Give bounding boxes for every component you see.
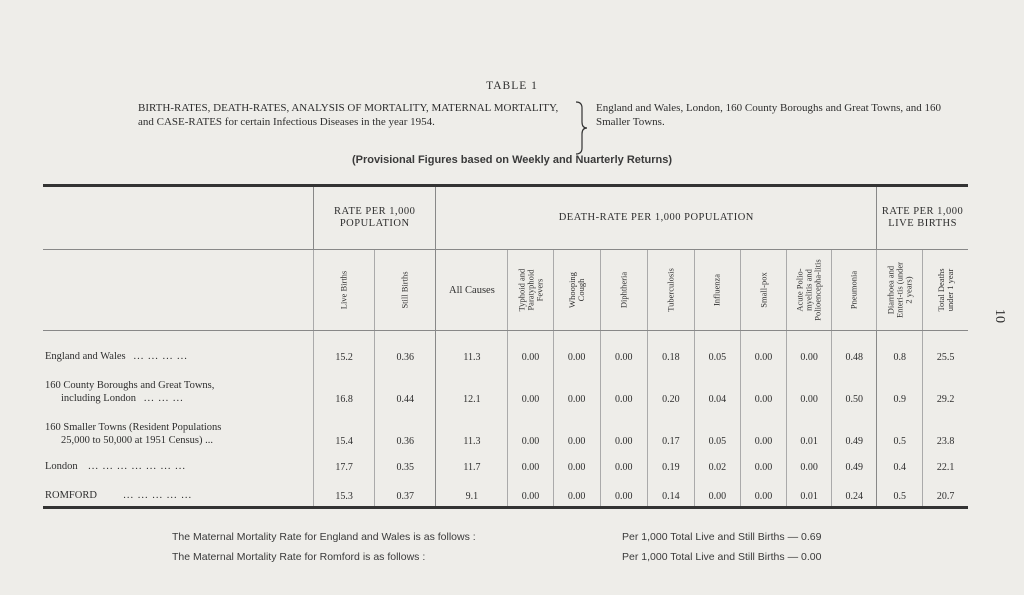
cell-value: 0.00 (508, 409, 553, 451)
table-coverage: England and Wales, London, 160 County Boroughs and Great Towns, and 160 Smaller Towns. (596, 102, 942, 128)
cell-value: 23.8 (923, 409, 968, 451)
cell-value: 0.00 (787, 331, 832, 368)
cell-value: 11.7 (436, 451, 508, 477)
cell-value: 0.00 (740, 367, 786, 409)
cell-value: 0.44 (375, 367, 436, 409)
cell-value: 0.00 (508, 331, 553, 368)
statistics-table (43, 184, 968, 509)
header-rate-per-population: RATE PER 1,000 POPULATION (314, 186, 436, 250)
cell-value: 0.00 (553, 477, 600, 508)
cell-value: 0.02 (694, 451, 740, 477)
table-description: BIRTH-RATES, DEATH-RATES, ANALYSIS OF MORTALITY, MATERNAL MORTALITY, and CASE-RATES for certain Infectious Diseases in the year 1954. (138, 102, 559, 128)
cell-value: 0.00 (553, 451, 600, 477)
maternal-romford-value: Per 1,000 Total Live and Still Births — 0.00 (622, 551, 822, 563)
cell-value: 0.35 (375, 451, 436, 477)
maternal-ew-value: Per 1,000 Total Live and Still Births — 0.69 (622, 531, 822, 543)
provisional-note: (Provisional Figures based on Weekly and Nuarterly Returns) (351, 154, 673, 166)
cell-value: 0.4 (877, 451, 923, 477)
cell-value: 0.00 (553, 331, 600, 368)
cell-value: 0.37 (375, 477, 436, 508)
cell-value: 11.3 (436, 331, 508, 368)
header-death-rate: DEATH-RATE PER 1,000 POPULATION (436, 186, 877, 250)
cell-value: 0.19 (647, 451, 694, 477)
cell-value: 0.9 (877, 367, 923, 409)
cell-value: 29.2 (923, 367, 968, 409)
cell-value: 0.00 (508, 367, 553, 409)
cell-value: 0.05 (694, 409, 740, 451)
curly-brace (574, 100, 588, 156)
col-diarrhoea: Diarrhoea and Enteri-tis (under 2 years) (877, 250, 923, 331)
cell-value: 0.05 (694, 331, 740, 368)
cell-value: 0.17 (647, 409, 694, 451)
cell-value: 0.00 (553, 367, 600, 409)
header-blank-2 (43, 250, 314, 331)
cell-value: 0.00 (508, 451, 553, 477)
dot-leader: ... ... ... ... ... (123, 490, 193, 501)
cell-value: 15.4 (314, 409, 375, 451)
cell-value: 11.3 (436, 409, 508, 451)
cell-value: 25.5 (923, 331, 968, 368)
maternal-romford-label: The Maternal Mortality Rate for Romford is as follows : (172, 551, 426, 563)
table-row (43, 477, 968, 508)
col-total-deaths: Total Deaths under 1 year (923, 250, 968, 331)
cell-value: 0.20 (647, 367, 694, 409)
cell-value: 0.00 (600, 477, 647, 508)
table-row (43, 331, 968, 368)
cell-value: 0.00 (600, 451, 647, 477)
col-still-births: Still Births (375, 250, 436, 331)
cell-value: 0.00 (600, 409, 647, 451)
dot-leader: ... ... ... (143, 393, 184, 404)
cell-value: 17.7 (314, 451, 375, 477)
cell-value: 15.3 (314, 477, 375, 508)
cell-value: 0.36 (375, 331, 436, 368)
row-label: ROMFORD ... ... ... ... ... (45, 490, 193, 501)
maternal-mortality-ew (172, 531, 822, 543)
row-label: 160 County Boroughs and Great Towns, including London ... ... ... (45, 380, 215, 404)
cell-value: 0.00 (600, 331, 647, 368)
cell-value: 0.5 (877, 477, 923, 508)
col-small-pox: Small-pox (740, 250, 786, 331)
cell-value: 0.00 (787, 451, 832, 477)
cell-value: 9.1 (436, 477, 508, 508)
cell-value: 20.7 (923, 477, 968, 508)
col-influenza: Influenza (694, 250, 740, 331)
cell-value: 0.18 (647, 331, 694, 368)
cell-value: 0.50 (832, 367, 877, 409)
table-label: TABLE 1 (486, 80, 538, 92)
table-row (43, 367, 968, 409)
cell-value: 0.00 (694, 477, 740, 508)
col-acute-polio: Acute Polio-myelitis and Polioencepha-litis (787, 250, 832, 331)
dot-leader: ... (205, 435, 213, 446)
col-typhoid: Typhoid and Paratyphoid Fevers (508, 250, 553, 331)
cell-value: 0.24 (832, 477, 877, 508)
col-live-births: Live Births (314, 250, 375, 331)
maternal-ew-label: The Maternal Mortality Rate for England and Wales is as follows : (172, 531, 476, 543)
cell-value: 0.49 (832, 409, 877, 451)
maternal-mortality-romford (172, 551, 822, 563)
cell-value: 0.00 (740, 451, 786, 477)
col-diphtheria: Diphtheria (600, 250, 647, 331)
row-label: England and Wales ... ... ... ... (45, 351, 188, 362)
header-rate-per-live-births: RATE PER 1,000 LIVE BIRTHS (877, 186, 968, 250)
table-row (43, 409, 968, 451)
row-label: London ... ... ... ... ... ... ... (45, 461, 187, 472)
cell-value: 0.36 (375, 409, 436, 451)
cell-value: 0.00 (600, 367, 647, 409)
cell-value: 0.04 (694, 367, 740, 409)
cell-value: 0.00 (508, 477, 553, 508)
cell-value: 0.00 (553, 409, 600, 451)
cell-value: 0.00 (740, 331, 786, 368)
col-whooping-cough: Whooping Cough (553, 250, 600, 331)
header-blank (43, 186, 314, 250)
table-row (43, 451, 968, 477)
cell-value: 15.2 (314, 331, 375, 368)
cell-value: 0.5 (877, 409, 923, 451)
dot-leader: ... ... ... ... (133, 351, 188, 362)
col-pneumonia: Pneumonia (832, 250, 877, 331)
cell-value: 0.01 (787, 477, 832, 508)
cell-value: 0.00 (787, 367, 832, 409)
cell-value: 16.8 (314, 367, 375, 409)
cell-value: 22.1 (923, 451, 968, 477)
cell-value: 0.00 (740, 477, 786, 508)
cell-value: 0.14 (647, 477, 694, 508)
col-all-causes: All Causes (436, 250, 508, 331)
cell-value: 0.8 (877, 331, 923, 368)
cell-value: 0.48 (832, 331, 877, 368)
row-label: 160 Smaller Towns (Resident Populations 25,000 to 50,000 at 1951 Census) ... (45, 422, 222, 446)
cell-value: 12.1 (436, 367, 508, 409)
cell-value: 0.01 (787, 409, 832, 451)
col-tuberculosis: Tuberculosis (647, 250, 694, 331)
dot-leader: ... ... ... ... ... ... ... (88, 461, 187, 472)
cell-value: 0.49 (832, 451, 877, 477)
page-number: 10 (992, 309, 1007, 323)
cell-value: 0.00 (740, 409, 786, 451)
